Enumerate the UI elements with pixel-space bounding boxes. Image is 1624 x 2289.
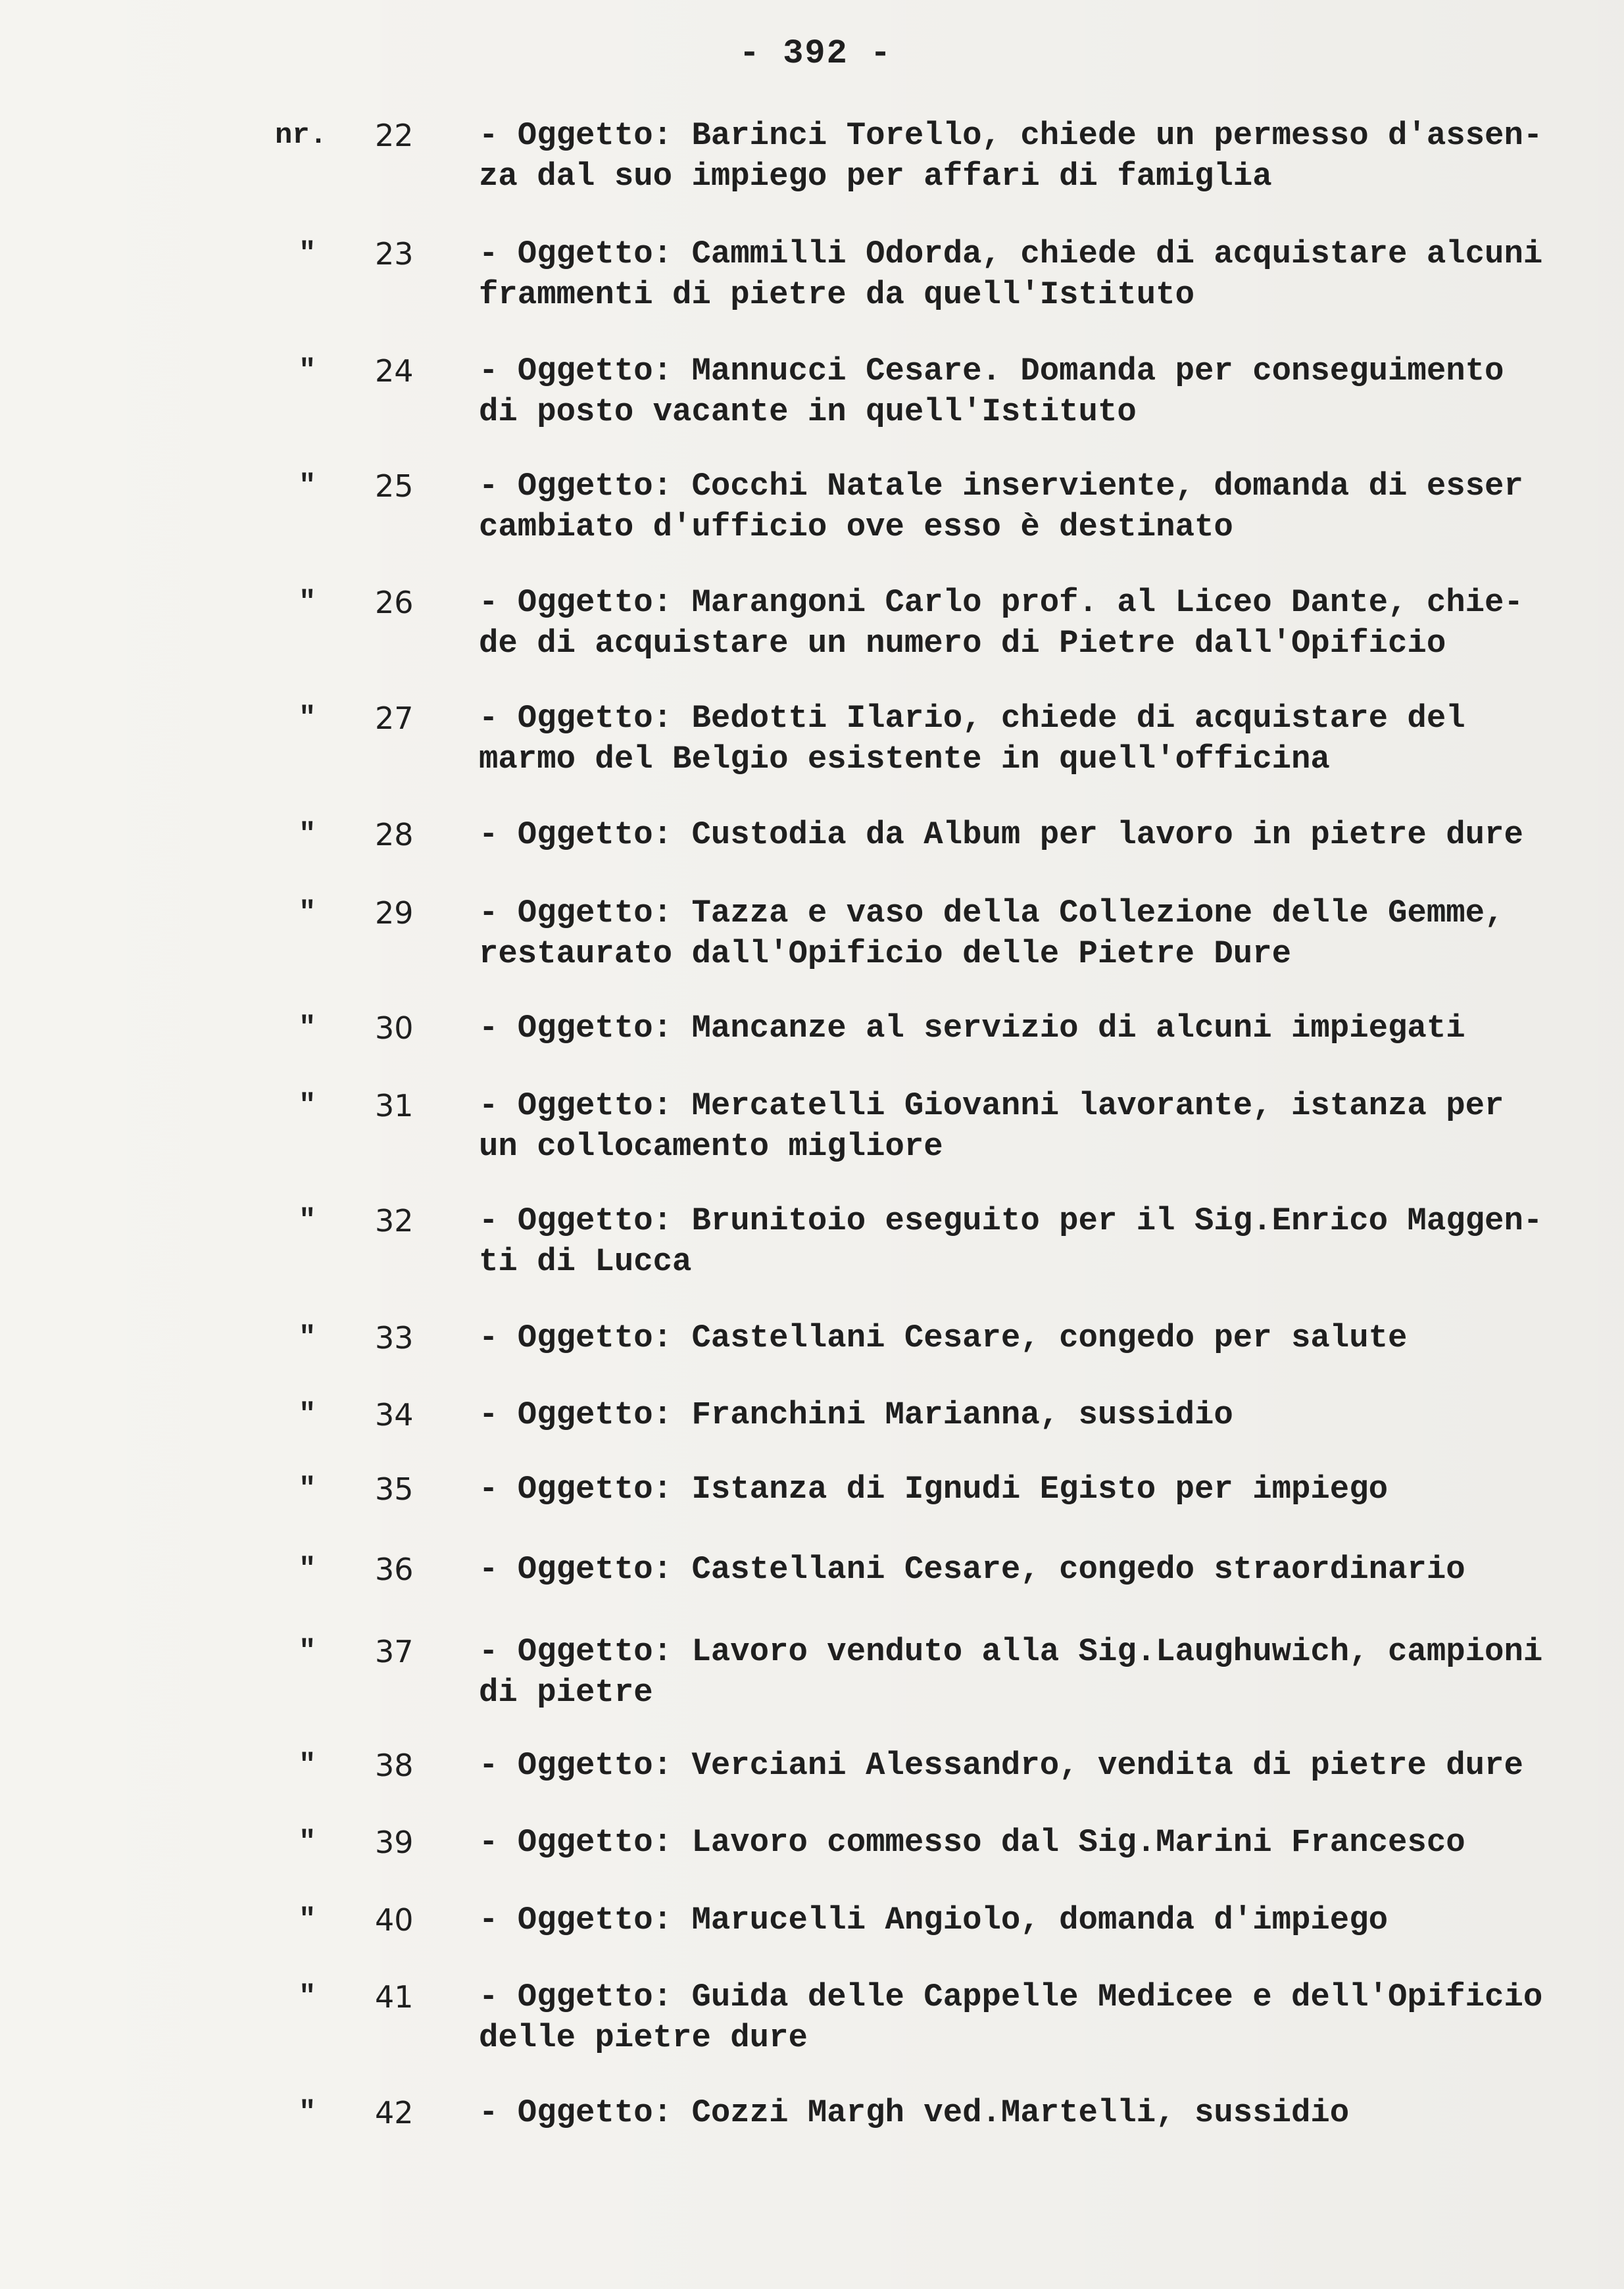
- entry-text: - Oggetto: Marucelli Angiolo, domanda d'impiego: [479, 1902, 1389, 1938]
- ditto-mark: ": [299, 1089, 316, 1122]
- entry-text: - Oggetto: Custodia da Album per lavoro in pietre dure: [479, 816, 1523, 853]
- ditto-mark: ": [299, 1398, 316, 1431]
- ditto-mark: ": [299, 355, 316, 387]
- entry-number: 29: [375, 895, 414, 931]
- ditto-mark: ": [299, 702, 316, 735]
- ditto-mark: ": [299, 237, 316, 270]
- entry-number: 33: [375, 1320, 414, 1356]
- entry-text: - Oggetto: Cocchi Natale inserviente, domanda di esser cambiato d'ufficio ove esso è destinato: [479, 468, 1523, 545]
- ditto-mark: ": [299, 1749, 316, 1782]
- ditto-mark: ": [299, 2096, 316, 2129]
- entry-number: 30: [375, 1010, 414, 1046]
- entry-text: - Oggetto: Bedotti Ilario, chiede di acquistare del marmo del Belgio esistente in quell'officina: [479, 700, 1465, 777]
- entry-text: - Oggetto: Castellani Cesare, congedo straordinario: [479, 1551, 1465, 1588]
- entry-text: - Oggetto: Tazza e vaso della Collezione delle Gemme, restaurato dall'Opificio delle Pietre Dure: [479, 895, 1504, 972]
- entry-number: 24: [375, 353, 414, 389]
- entry-text: - Oggetto: Guida delle Cappelle Medicee e dell'Opificio delle pietre dure: [479, 1979, 1543, 2056]
- ditto-mark: ": [299, 1904, 316, 1936]
- entry-number: 38: [375, 1748, 414, 1783]
- entry-text: - Oggetto: Istanza di Ignudi Egisto per impiego: [479, 1471, 1389, 1508]
- entry-number: 23: [375, 236, 414, 272]
- ditto-mark: ": [299, 1321, 316, 1354]
- entry-number: 36: [375, 1552, 414, 1587]
- entry-text: - Oggetto: Mancanze al servizio di alcuni impiegati: [479, 1010, 1465, 1046]
- entry-number: 32: [375, 1203, 414, 1239]
- entry-number: 27: [375, 701, 414, 736]
- entry-number: 31: [375, 1088, 414, 1123]
- entry-number: 34: [375, 1397, 414, 1433]
- entry-text: - Oggetto: Franchini Marianna, sussidio: [479, 1396, 1233, 1433]
- entry-text: - Oggetto: Cammilli Odorda, chiede di acquistare alcuni frammenti di pietre da quell'Istituto: [479, 235, 1543, 313]
- entry-text: - Oggetto: Brunitoio eseguito per il Sig.Enrico Maggen- ti di Lucca: [479, 1202, 1543, 1280]
- entry-number: 40: [375, 1902, 414, 1938]
- entry-text: - Oggetto: Mannucci Cesare. Domanda per conseguimento di posto vacante in quell'Istituto: [479, 353, 1504, 430]
- entry-text: - Oggetto: Lavoro venduto alla Sig.Laughuwich, campioni di pietre: [479, 1633, 1543, 1711]
- entry-text: - Oggetto: Verciani Alessandro, vendita di pietre dure: [479, 1747, 1523, 1784]
- entry-text: - Oggetto: Castellani Cesare, congedo per salute: [479, 1319, 1408, 1356]
- entry-text: - Oggetto: Barinci Torello, chiede un permesso d'assen- za dal suo impiego per affari di famiglia: [479, 117, 1543, 195]
- ditto-mark: ": [299, 1635, 316, 1668]
- entry-number: 35: [375, 1471, 414, 1507]
- ditto-mark: ": [299, 818, 316, 851]
- entry-text: - Oggetto: Lavoro commesso dal Sig.Marini Francesco: [479, 1824, 1465, 1861]
- entry-text: - Oggetto: Cozzi Margh ved.Martelli, sussidio: [479, 2094, 1350, 2131]
- ditto-mark: ": [299, 1553, 316, 1586]
- entry-number: 39: [375, 1825, 414, 1860]
- entry-text: - Oggetto: Mercatelli Giovanni lavorante, istanza per un collocamento migliore: [479, 1087, 1504, 1165]
- entry-number: 25: [375, 468, 414, 504]
- entry-number: 28: [375, 817, 414, 852]
- entry-number: 26: [375, 585, 414, 620]
- entry-number: 22: [375, 118, 414, 153]
- entry-number: 37: [375, 1634, 414, 1669]
- ditto-mark: ": [299, 897, 316, 929]
- entry-text: - Oggetto: Marangoni Carlo prof. al Liceo Dante, chie- de di acquistare un numero di Pietre dall'Opificio: [479, 584, 1523, 662]
- ditto-mark: ": [299, 1826, 316, 1859]
- ditto-mark: ": [299, 1981, 316, 2013]
- ditto-mark: ": [299, 470, 316, 503]
- ditto-mark: ": [299, 586, 316, 619]
- ditto-mark: ": [299, 1012, 316, 1045]
- page-number: - 392 -: [739, 34, 893, 73]
- ditto-mark: ": [299, 1473, 316, 1506]
- entry-number: 41: [375, 1979, 414, 2015]
- entry-number: 42: [375, 2095, 414, 2130]
- ditto-mark: ": [299, 1204, 316, 1237]
- entry-prefix: nr.: [275, 119, 328, 152]
